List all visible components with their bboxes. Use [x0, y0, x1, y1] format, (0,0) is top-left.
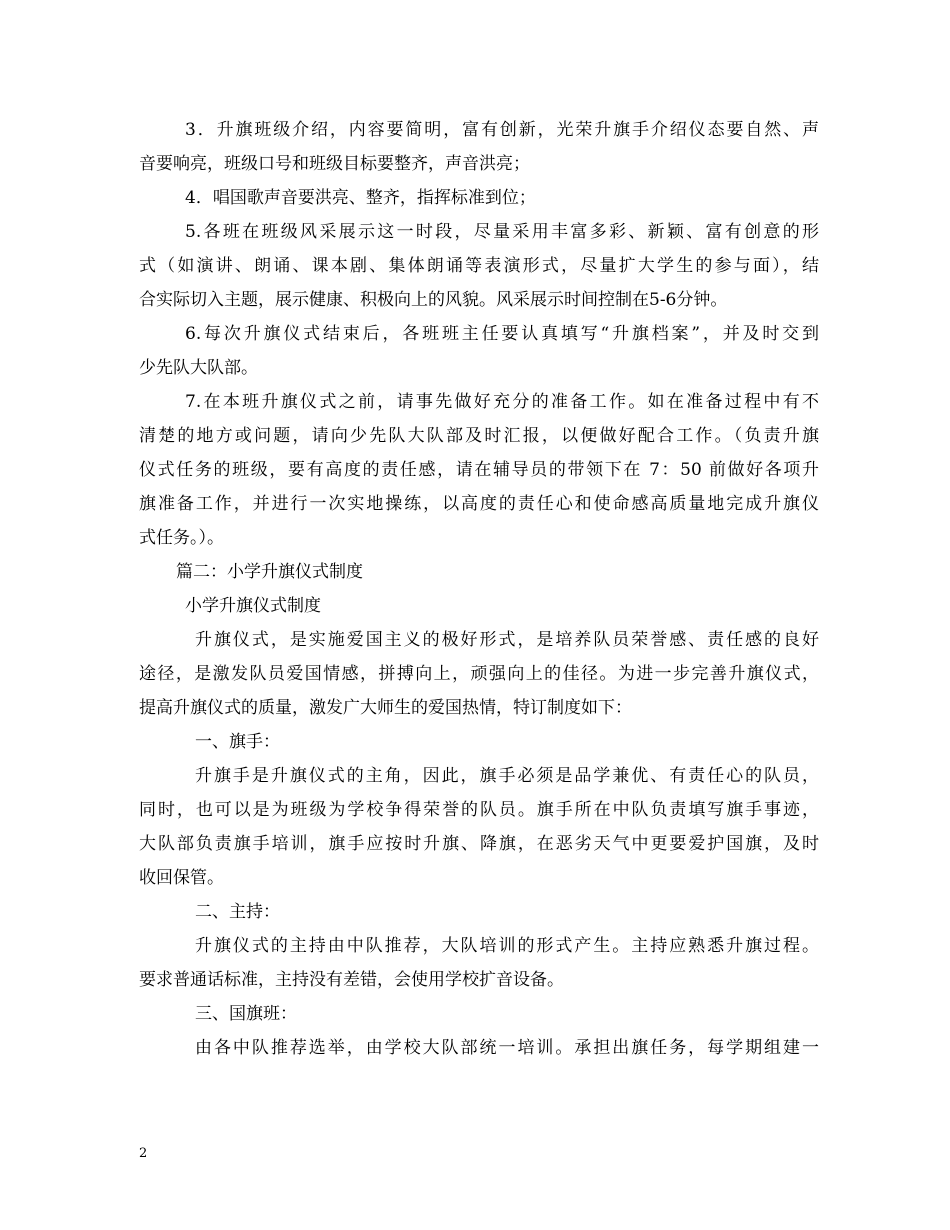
text-line-10: 清楚的地方或问题，请向少先队大队部及时汇报，以便做好配合工作。（负责升旗 [139, 426, 819, 446]
text-line-9: 7.在本班升旗仪式之前，请事先做好充分的准备工作。如在准备过程中有不 [185, 392, 819, 412]
section-heading: 篇二：小学升旗仪式制度 [176, 562, 363, 582]
text-line-3: 4．唱国歌声音要洪亮、整齐，指挥标准到位； [185, 188, 536, 208]
subheading-host: 二、主持： [195, 902, 280, 922]
page-number: 2 [139, 1146, 148, 1161]
subheading-flag-team: 三、国旗班： [195, 1004, 297, 1024]
text-line-28: 由各中队推荐选举，由学校大队部统一培训。承担出旗任务，每学期组建一 [195, 1038, 819, 1058]
text-line-7: 6.每次升旗仪式结束后，各班班主任要认真填写“升旗档案”，并及时交到 [185, 324, 819, 344]
text-line-16: 升旗仪式，是实施爱国主义的极好形式，是培养队员荣誉感、责任感的良好 [195, 630, 819, 650]
text-line-22: 大队部负责旗手培训，旗手应按时升旗、降旗，在恶劣天气中更要爱护国旗，及时 [139, 834, 819, 854]
subheading-flag-bearer: 一、旗手： [195, 732, 280, 752]
text-line-23: 收回保管。 [139, 868, 224, 888]
text-line-2: 音要响亮，班级口号和班级目标要整齐，声音洪亮； [139, 154, 530, 174]
text-line-4: 5.各班在班级风采展示这一时段，尽量采用丰富多彩、新颖、富有创意的形 [185, 222, 819, 242]
text-line-11: 仪式任务的班级，要有高度的责任感，请在辅导员的带领下在 7：50 前做好各项升 [139, 460, 819, 480]
text-line-20: 升旗手是升旗仪式的主角，因此，旗手必须是品学兼优、有责任心的队员， [195, 766, 819, 786]
text-line-25: 升旗仪式的主持由中队推荐，大队培训的形式产生。主持应熟悉升旗过程。 [195, 936, 819, 956]
text-line-12: 旗准备工作，并进行一次实地操练，以高度的责任心和使命感高质量地完成升旗仪 [139, 494, 819, 514]
section-title: 小学升旗仪式制度 [185, 596, 321, 616]
text-line-6: 合实际切入主题，展示健康、积极向上的风貌。风采展示时间控制在5-6分钟。 [139, 290, 728, 310]
text-line-13: 式任务。）。 [139, 528, 224, 548]
text-line-8: 少先队大队部。 [139, 358, 258, 378]
text-line-5: 式（如演讲、朗诵、课本剧、集体朗诵等表演形式，尽量扩大学生的参与面），结 [139, 256, 819, 276]
text-line-18: 提高升旗仪式的质量，激发广大师生的爱国热情，特订制度如下： [139, 698, 632, 718]
text-line-1: 3．升旗班级介绍，内容要简明，富有创新，光荣升旗手介绍仪态要自然、声 [185, 120, 819, 140]
text-line-26: 要求普通话标准，主持没有差错，会使用学校扩音设备。 [139, 970, 564, 990]
text-line-21: 同时，也可以是为班级为学校争得荣誉的队员。旗手所在中队负责填写旗手事迹， [139, 800, 819, 820]
text-line-17: 途径，是激发队员爱国情感，拼搏向上，顽强向上的佳径。为进一步完善升旗仪式， [139, 664, 819, 684]
